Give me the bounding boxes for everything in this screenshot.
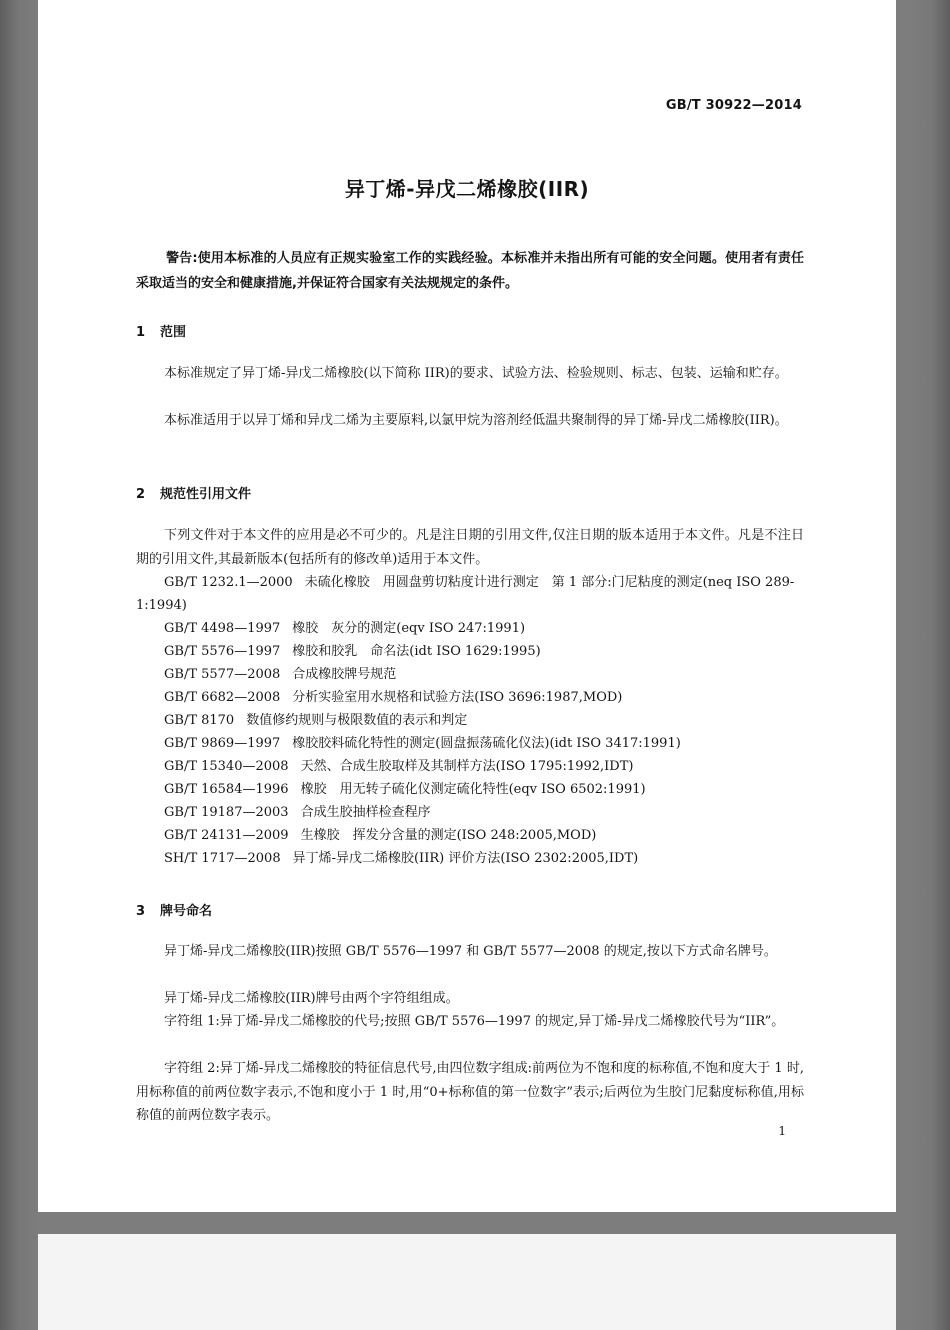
reference-title: 橡胶和胶乳 命名法(idt ISO 1629:1995) (292, 644, 541, 659)
scope-paragraph-1: 本标准规定了异丁烯-异戊二烯橡胶(以下简称 IIR)的要求、试验方法、检验规则、标志、包装、运输和贮存。 (164, 366, 788, 381)
reference-title: 合成生胶抽样检查程序 (300, 805, 431, 820)
reference-code: GB/T 8170 (164, 713, 235, 728)
next-page-preview (38, 1234, 896, 1330)
reference-title: 橡胶 灰分的测定(eqv ISO 247:1991) (292, 621, 526, 636)
reference-title: 数值修约规则与极限数值的表示和判定 (246, 713, 468, 728)
section-heading-normative-references (136, 483, 251, 502)
document-page (38, 0, 896, 1212)
reference-item (136, 847, 804, 870)
section-title: 规范性引用文件 (160, 487, 252, 502)
reference-item (136, 709, 804, 732)
designation-paragraph-3: 字符组 1:异丁烯-异戊二烯橡胶的代号;按照 GB/T 5576—1997 的规定,异丁烯-异戊二烯橡胶代号为“IIR”。 (164, 1014, 785, 1029)
designation-paragraph-2: 异丁烯-异戊二烯橡胶(IIR)牌号由两个字符组组成。 (164, 991, 459, 1006)
reference-title: 未硫化橡胶 用圆盘剪切粘度计进行测定 第 1 部分:门尼粘度的测定(neq ISO 289-1:1994) (136, 575, 795, 613)
references-intro-paragraph: 下列文件对于本文件的应用是必不可少的。凡是注日期的引用文件,仅注日期的版本适用于本文件。凡是不注日期的引用文件,其最新版本(包括所有的修改单)适用于本文件。 (136, 528, 804, 567)
safety-warning: 警告:使用本标准的人员应有正规实验室工作的实践经验。本标准并未指出所有可能的安全问题。使用者有责任采取适当的安全和健康措施,并保证符合国家有关法规规定的条件。 (136, 251, 804, 291)
reference-item (136, 571, 804, 617)
section-number: 1 (136, 325, 146, 340)
reference-item (136, 755, 804, 778)
reference-item (136, 617, 804, 640)
reference-code: GB/T 5577—2008 (164, 667, 281, 682)
reference-title: 合成橡胶牌号规范 (292, 667, 397, 682)
reference-item (136, 824, 804, 847)
reference-code: GB/T 6682—2008 (164, 690, 281, 705)
reference-code: GB/T 24131—2009 (164, 828, 289, 843)
standard-code: GB/T 30922—2014 (665, 98, 802, 113)
reference-code: SH/T 1717—2008 (164, 851, 281, 866)
reference-item (136, 778, 804, 801)
reference-title: 橡胶胶料硫化特性的测定(圆盘振荡硫化仪法)(idt ISO 3417:1991) (292, 736, 681, 751)
section-title: 牌号命名 (160, 904, 213, 919)
reference-code: GB/T 5576—1997 (164, 644, 281, 659)
reference-title: 橡胶 用无转子硫化仪测定硫化特性(eqv ISO 6502:1991) (300, 782, 646, 797)
reference-title: 异丁烯-异戊二烯橡胶(IIR) 评价方法(ISO 2302:2005,IDT) (292, 851, 639, 866)
section-number: 3 (136, 904, 146, 919)
reference-code: GB/T 19187—2003 (164, 805, 289, 820)
document-title: 异丁烯-异戊二烯橡胶(IIR) (344, 177, 590, 201)
section-title: 范围 (160, 325, 187, 340)
reference-code: GB/T 9869—1997 (164, 736, 281, 751)
reference-code: GB/T 15340—2008 (164, 759, 289, 774)
reference-code: GB/T 1232.1—2000 (164, 575, 293, 590)
reference-item (136, 640, 804, 663)
designation-paragraph-1: 异丁烯-异戊二烯橡胶(IIR)按照 GB/T 5576—1997 和 GB/T 5577—2008 的规定,按以下方式命名牌号。 (164, 944, 777, 959)
reference-title: 天然、合成生胶取样及其制样方法(ISO 1795:1992,IDT) (300, 759, 634, 774)
reference-item (136, 801, 804, 824)
reference-item (136, 732, 804, 755)
designation-paragraph-4: 字符组 2:异丁烯-异戊二烯橡胶的特征信息代号,由四位数字组成:前两位为不饱和度的标称值,不饱和度大于 1 时,用标称值的前两位数字表示,不饱和度小于 1 时,用“0+标称值的第一位数字”表示;后两位为生胶门尼黏度标称值,用标称值的前两位数字表示。 (136, 1061, 804, 1123)
section-heading-scope (136, 321, 186, 340)
scope-paragraph-2: 本标准适用于以异丁烯和异戊二烯为主要原料,以氯甲烷为溶剂经低温共聚制得的异丁烯-异戊二烯橡胶(IIR)。 (164, 413, 788, 428)
page-number: 1 (778, 1124, 786, 1138)
reference-list (136, 571, 804, 870)
reference-code: GB/T 16584—1996 (164, 782, 289, 797)
reference-title: 分析实验室用水规格和试验方法(ISO 3696:1987,MOD) (292, 690, 623, 705)
reference-title: 生橡胶 挥发分含量的测定(ISO 248:2005,MOD) (300, 828, 597, 843)
reference-item (136, 686, 804, 709)
reference-code: GB/T 4498—1997 (164, 621, 281, 636)
section-heading-designation (136, 900, 212, 919)
reference-item (136, 663, 804, 686)
section-number: 2 (136, 487, 146, 502)
